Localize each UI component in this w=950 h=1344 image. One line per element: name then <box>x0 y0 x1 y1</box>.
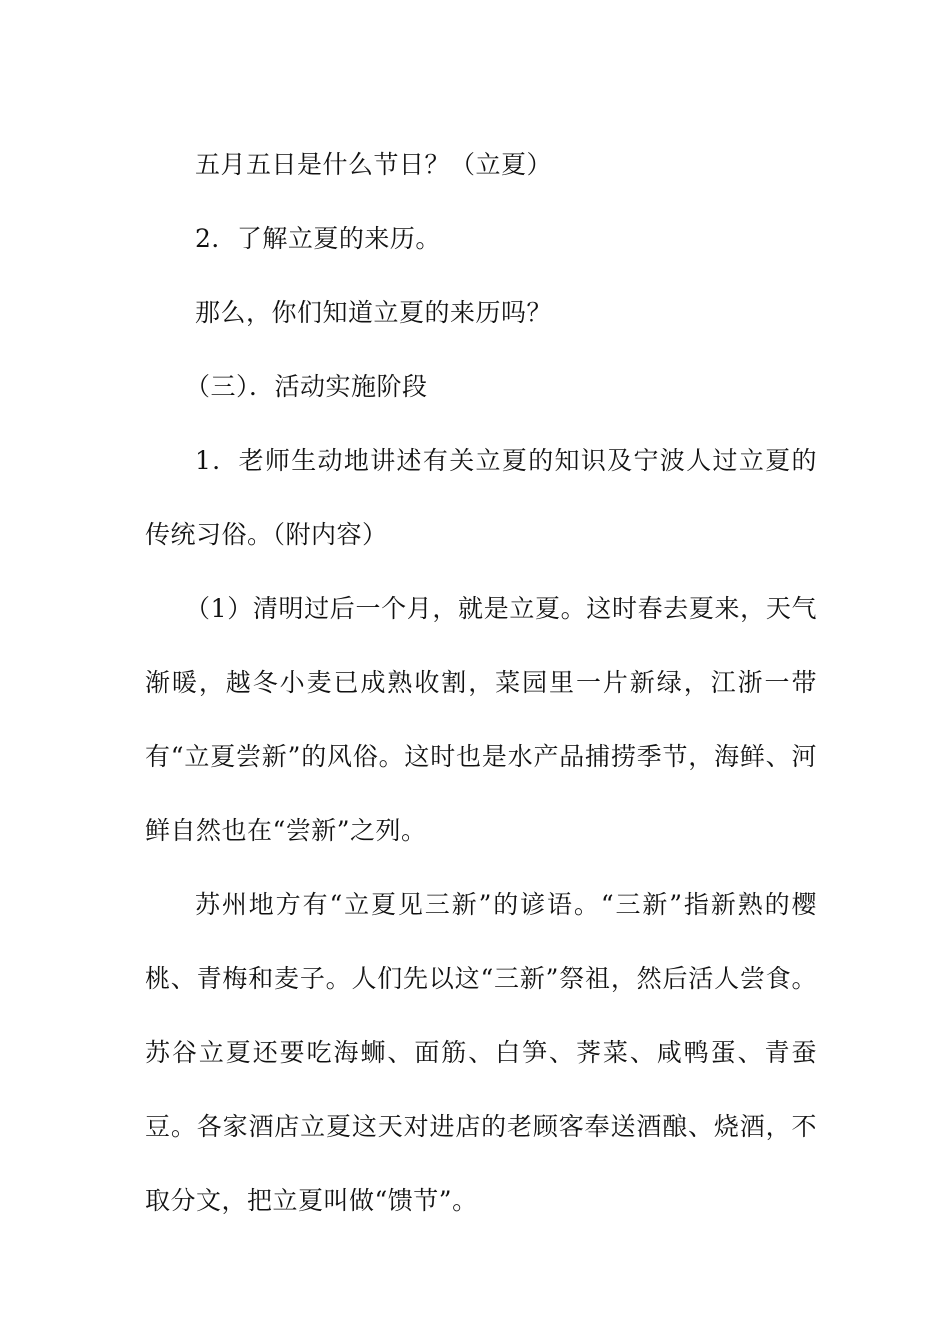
document-body <box>145 128 817 1238</box>
paragraph-suzhou-custom: 苏州地方有“立夏见三新”的谚语。“三新”指新熟的樱桃、青梅和麦子。人们先以这“三新”祭祖，然后活人尝食。苏谷立夏还要吃海蛳、面筋、白笋、荠菜、咸鸭蛋、青蚕豆。各家酒店立夏这天对进店的老顾客奉送酒酿、烧酒，不取分文，把立夏叫做“馈节”。 <box>145 890 817 1215</box>
paragraph-step-1-teacher: 1．老师生动地讲述有关立夏的知识及宁波人过立夏的传统习俗。（附内容） <box>145 446 817 549</box>
paragraph-item-1-qingming: （1）清明过后一个月，就是立夏。这时春去夏来，天气渐暖，越冬小麦已成熟收割，菜园里一片新绿，江浙一带有“立夏尝新”的风俗。这时也是水产品捕捞季节，海鲜、河鲜自然也在“尝新”之列。 <box>145 594 817 845</box>
paragraph-step-2-heading: 2．了解立夏的来历。 <box>195 224 441 253</box>
paragraph-question-origin: 那么，你们知道立夏的来历吗？ <box>195 298 553 327</box>
section-heading-implementation: （三）．活动实施阶段 <box>185 372 428 401</box>
paragraph-question-festival: 五月五日是什么节日？（立夏） <box>195 150 553 179</box>
